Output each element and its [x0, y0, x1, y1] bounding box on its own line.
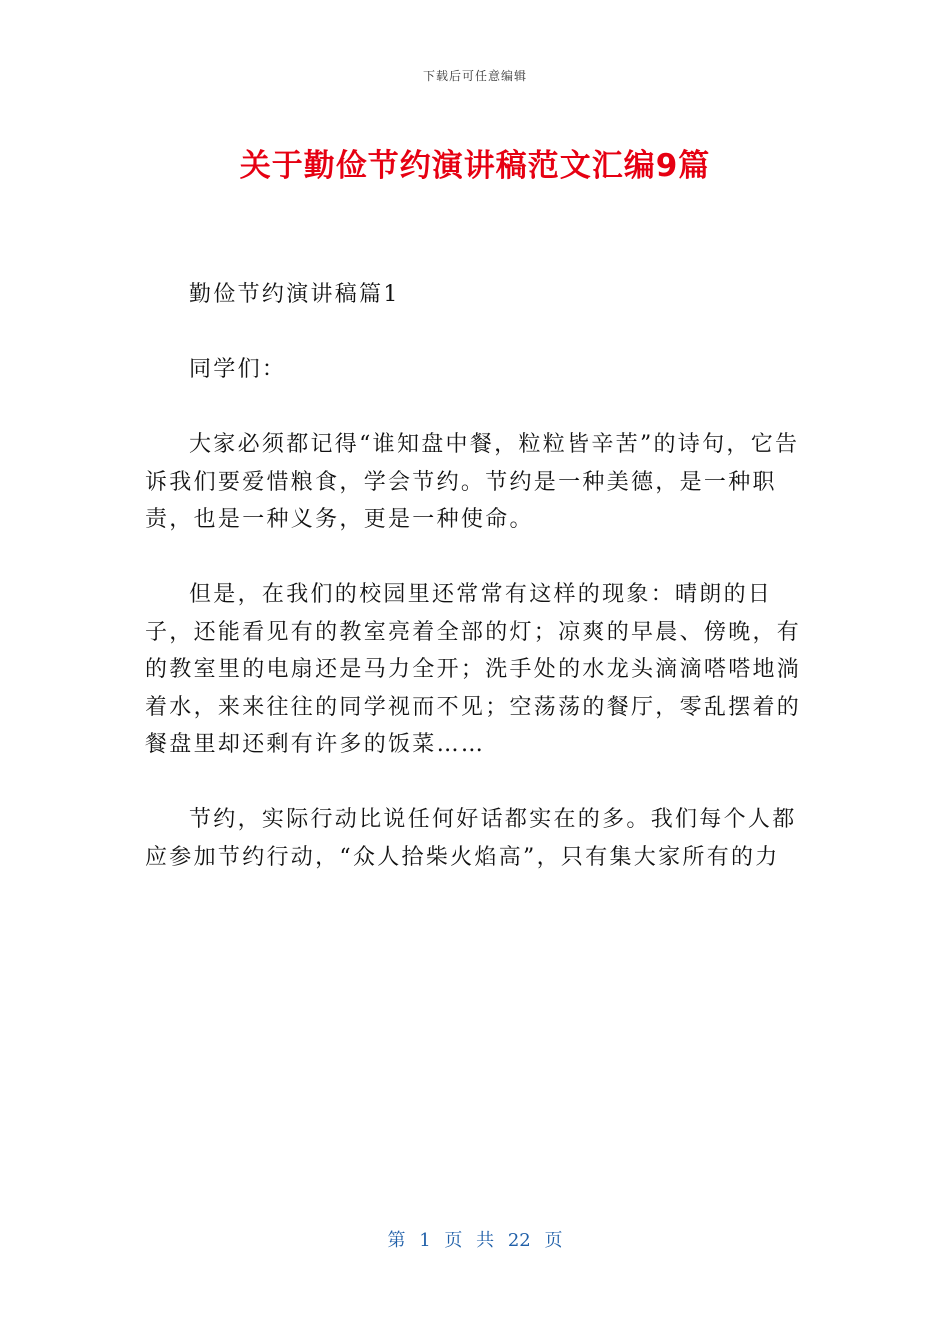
section-heading: 勤俭节约演讲稿篇1 — [189, 282, 400, 307]
document-title: 关于勤俭节约演讲稿范文汇编9篇 — [239, 148, 711, 184]
body-paragraph: 节约，实际行动比说任何好话都实在的多。我们每个人都应参加节约行动，“众人拾柴火焰高”，只有集大家所有的力 — [145, 807, 797, 870]
salutation: 同学们： — [189, 357, 287, 382]
body-paragraph: 大家必须都记得“谁知盘中餐，粒粒皆辛苦”的诗句，它告诉我们要爱惜粮食，学会节约。节约是一种美德，是一种职责，也是一种义务，更是一种使命。 — [145, 432, 800, 532]
body-paragraph: 但是，在我们的校园里还常常有这样的现象：晴朗的日子，还能看见有的教室亮着全部的灯；凉爽的早晨、傍晚，有的教室里的电扇还是马力全开；洗手处的水龙头滴滴嗒嗒地淌着水，来来往往的同学视而不见；空荡荡的餐厅，零乱摆着的餐盘里却还剩有许多的饭菜…… — [145, 582, 802, 757]
header-note: 下载后可任意编辑 — [422, 69, 527, 83]
page-footer: 第 1 页 共 22 页 — [387, 1230, 563, 1251]
document-body — [145, 276, 805, 914]
